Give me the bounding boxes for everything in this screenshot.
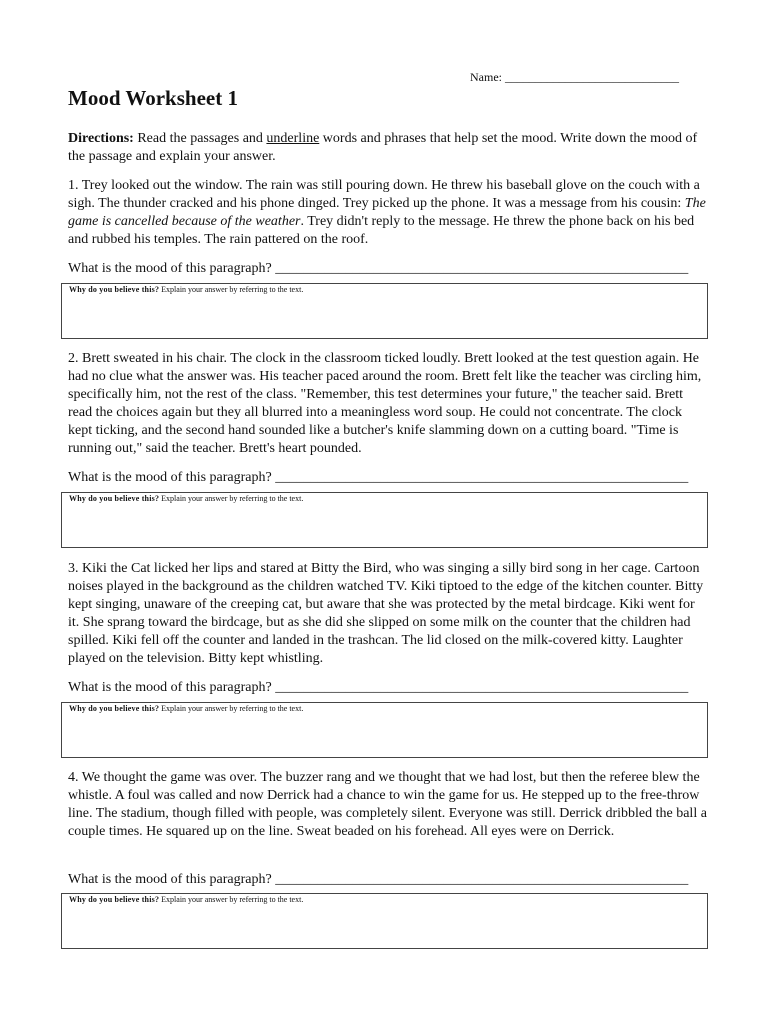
answer-box-3[interactable] xyxy=(61,702,708,758)
passage-1 xyxy=(68,177,708,249)
box-prompt-rest: Explain your answer by referring to the text. xyxy=(159,285,304,294)
page-title: Mood Worksheet 1 xyxy=(68,86,238,110)
passage-3: 3. Kiki the Cat licked her lips and stared at Bitty the Bird, who was singing a silly bird song in her cage. Cartoon noises played in the background as the children watched TV. Kiki tiptoed to the edge of the kitchen counter. Bitty kept singing, unaware of the creeping cat, but aware that she was protected by the metal birdcage. Kiki went for it. She sprang toward the birdcage, but as she did she slipped on some milk on the counter that the children had spilled. Kiki fell off the counter and landed in the trashcan. The lid closed on the milk-covered kitty. Laughter played on the television. Bitty kept whistling. xyxy=(68,561,704,666)
box-prompt-bold: Why do you believe this? xyxy=(69,285,160,294)
passage-1-text-after: . Trey didn't reply to the message. He threw the phone back on his bed and rubbed his temples. The rain pattered on the roof. xyxy=(68,214,695,247)
mood-question-4[interactable]: What is the mood of this paragraph? ___________________________________________________________ xyxy=(68,872,689,887)
passage-2: 2. Brett sweated in his chair. The clock in the classroom ticked loudly. Brett looked at the test question again. He had no clue what the answer was. His teacher paced around the room. Brett felt like the teacher was circling him, specifically him, not the rest of the class. "Remember, this test determines your future," the teacher said. Brett read the choices again but they all blurred into a meaningless word soup. He could not concentrate. The clock kept ticking, and the second hand sounded like a butcher's knife slamming down on a cutting board. "Time is running out," said the teacher. Brett's heart pounded. xyxy=(68,351,702,456)
box-prompt-rest: Explain your answer by referring to the text. xyxy=(159,494,304,503)
passage-4: 4. We thought the game was over. The buzzer rang and we thought that we had lost, but then the referee blew the whistle. A foul was called and now Derrick had a chance to win the game for us. He stepped up to the free-throw line. The stadium, though filled with people, was completely silent. Everyone was still. Derrick dribbled the ball a couple times. He squared up on the line. Sweat beaded on his forehead. All eyes were on Derrick. xyxy=(68,770,707,839)
answer-box-2[interactable] xyxy=(61,492,708,548)
mood-question-3[interactable]: What is the mood of this paragraph? ___________________________________________________________ xyxy=(68,680,689,695)
box-prompt-rest: Explain your answer by referring to the text. xyxy=(159,895,304,904)
name-field-line[interactable]: Name: _____________________________ xyxy=(470,70,679,84)
directions-text-after: words and phrases that help set the mood. Write down the mood of the passage and explain your answer. xyxy=(68,131,698,164)
box-prompt-bold: Why do you believe this? xyxy=(69,704,160,713)
mood-question-1[interactable]: What is the mood of this paragraph? ___________________________________________________________ xyxy=(68,261,689,276)
passage-1-italic: The game is cancelled because of the weather xyxy=(68,196,706,229)
box-prompt-bold: Why do you believe this? xyxy=(69,494,160,503)
directions-text-before: Read the passages and xyxy=(133,131,267,146)
box-prompt-bold: Why do you believe this? xyxy=(69,895,160,904)
answer-box-1[interactable] xyxy=(61,283,708,339)
mood-question-2[interactable]: What is the mood of this paragraph? ___________________________________________________________ xyxy=(68,470,689,485)
answer-box-4[interactable] xyxy=(61,893,708,949)
box-prompt-rest: Explain your answer by referring to the text. xyxy=(159,704,304,713)
directions-underlined-word: underline xyxy=(266,131,320,146)
passage-1-text-before: 1. Trey looked out the window. The rain was still pouring down. He threw his baseball glove on the couch with a sigh. The thunder cracked and his phone dinged. Trey picked up the phone. It was a message from his cousin: xyxy=(68,178,700,211)
directions xyxy=(68,130,708,166)
directions-label: Directions: xyxy=(68,131,134,146)
